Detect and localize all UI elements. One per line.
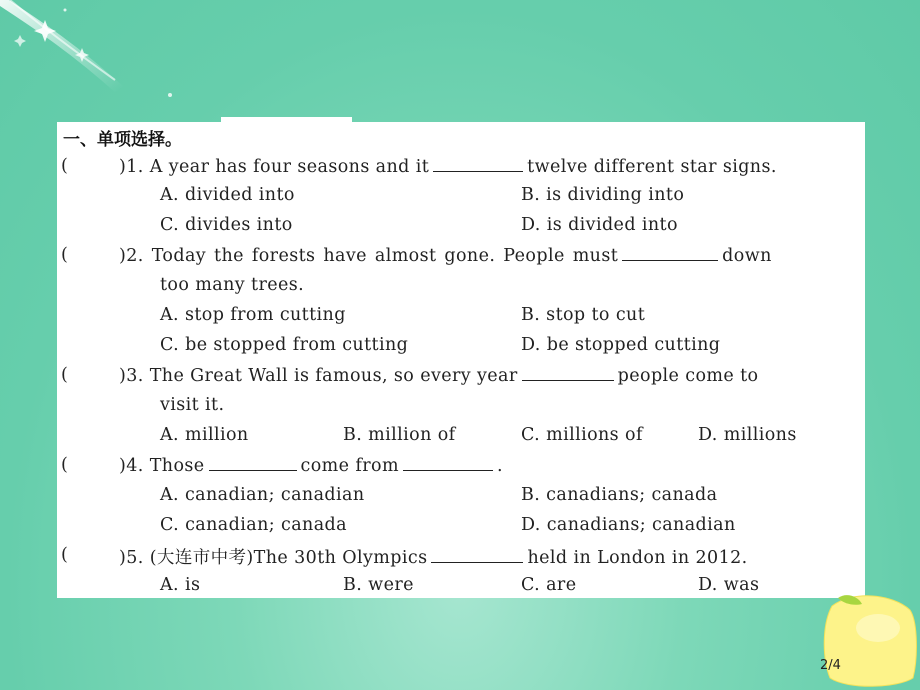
question-2-stem: )2. Today the forests have almost gone. People must down — [119, 246, 772, 266]
option-d: D. millions — [698, 425, 797, 445]
option-c: C. canadian; canada — [160, 515, 347, 535]
option-a: A. stop from cutting — [160, 305, 346, 325]
answer-blank — [622, 244, 718, 261]
sparkle-decoration — [0, 0, 200, 120]
option-b: B. were — [343, 575, 414, 595]
answer-blank — [431, 546, 523, 563]
question-5-stem: )5. (大连市中考)The 30th Olympics held in London in 2012. — [119, 548, 748, 568]
answer-blank — [433, 155, 523, 172]
option-a: A. is — [160, 575, 201, 595]
answer-blank — [522, 364, 614, 381]
option-d: D. is divided into — [521, 215, 678, 235]
question-3-stem: )3. The Great Wall is famous, so every year people come to — [119, 366, 759, 386]
answer-paren-1: ( — [61, 156, 68, 176]
option-a: A. divided into — [160, 185, 295, 205]
question-4-stem: )4. Those come from . — [119, 456, 503, 476]
option-c: C. are — [521, 575, 577, 595]
answer-blank — [403, 454, 493, 471]
answer-paren-3: ( — [61, 365, 68, 385]
page-indicator: 2/4 — [820, 658, 841, 673]
section-heading: 一、单项选择。 — [63, 130, 182, 150]
question-3-stem-cont: visit it. — [160, 395, 225, 415]
question-1-stem: )1. A year has four seasons and it twelve different star signs. — [119, 157, 777, 177]
answer-paren-4: ( — [61, 455, 68, 475]
option-d: D. be stopped cutting — [521, 335, 721, 355]
option-b: B. million of — [343, 425, 456, 445]
option-a: A. million — [160, 425, 249, 445]
answer-paren-2: ( — [61, 245, 68, 265]
option-d: D. was — [698, 575, 760, 595]
option-c: C. millions of — [521, 425, 643, 445]
question-2-stem-cont: too many trees. — [160, 275, 305, 295]
option-c: C. be stopped from cutting — [160, 335, 409, 355]
option-b: B. canadians; canada — [521, 485, 718, 505]
option-a: A. canadian; canadian — [160, 485, 365, 505]
option-c: C. divides into — [160, 215, 293, 235]
answer-blank — [209, 454, 297, 471]
option-d: D. canadians; canadian — [521, 515, 736, 535]
option-b: B. stop to cut — [521, 305, 646, 325]
lemon-decoration — [818, 588, 920, 690]
exercise-card — [57, 122, 865, 598]
answer-paren-5: ( — [61, 545, 68, 565]
option-b: B. is dividing into — [521, 185, 685, 205]
